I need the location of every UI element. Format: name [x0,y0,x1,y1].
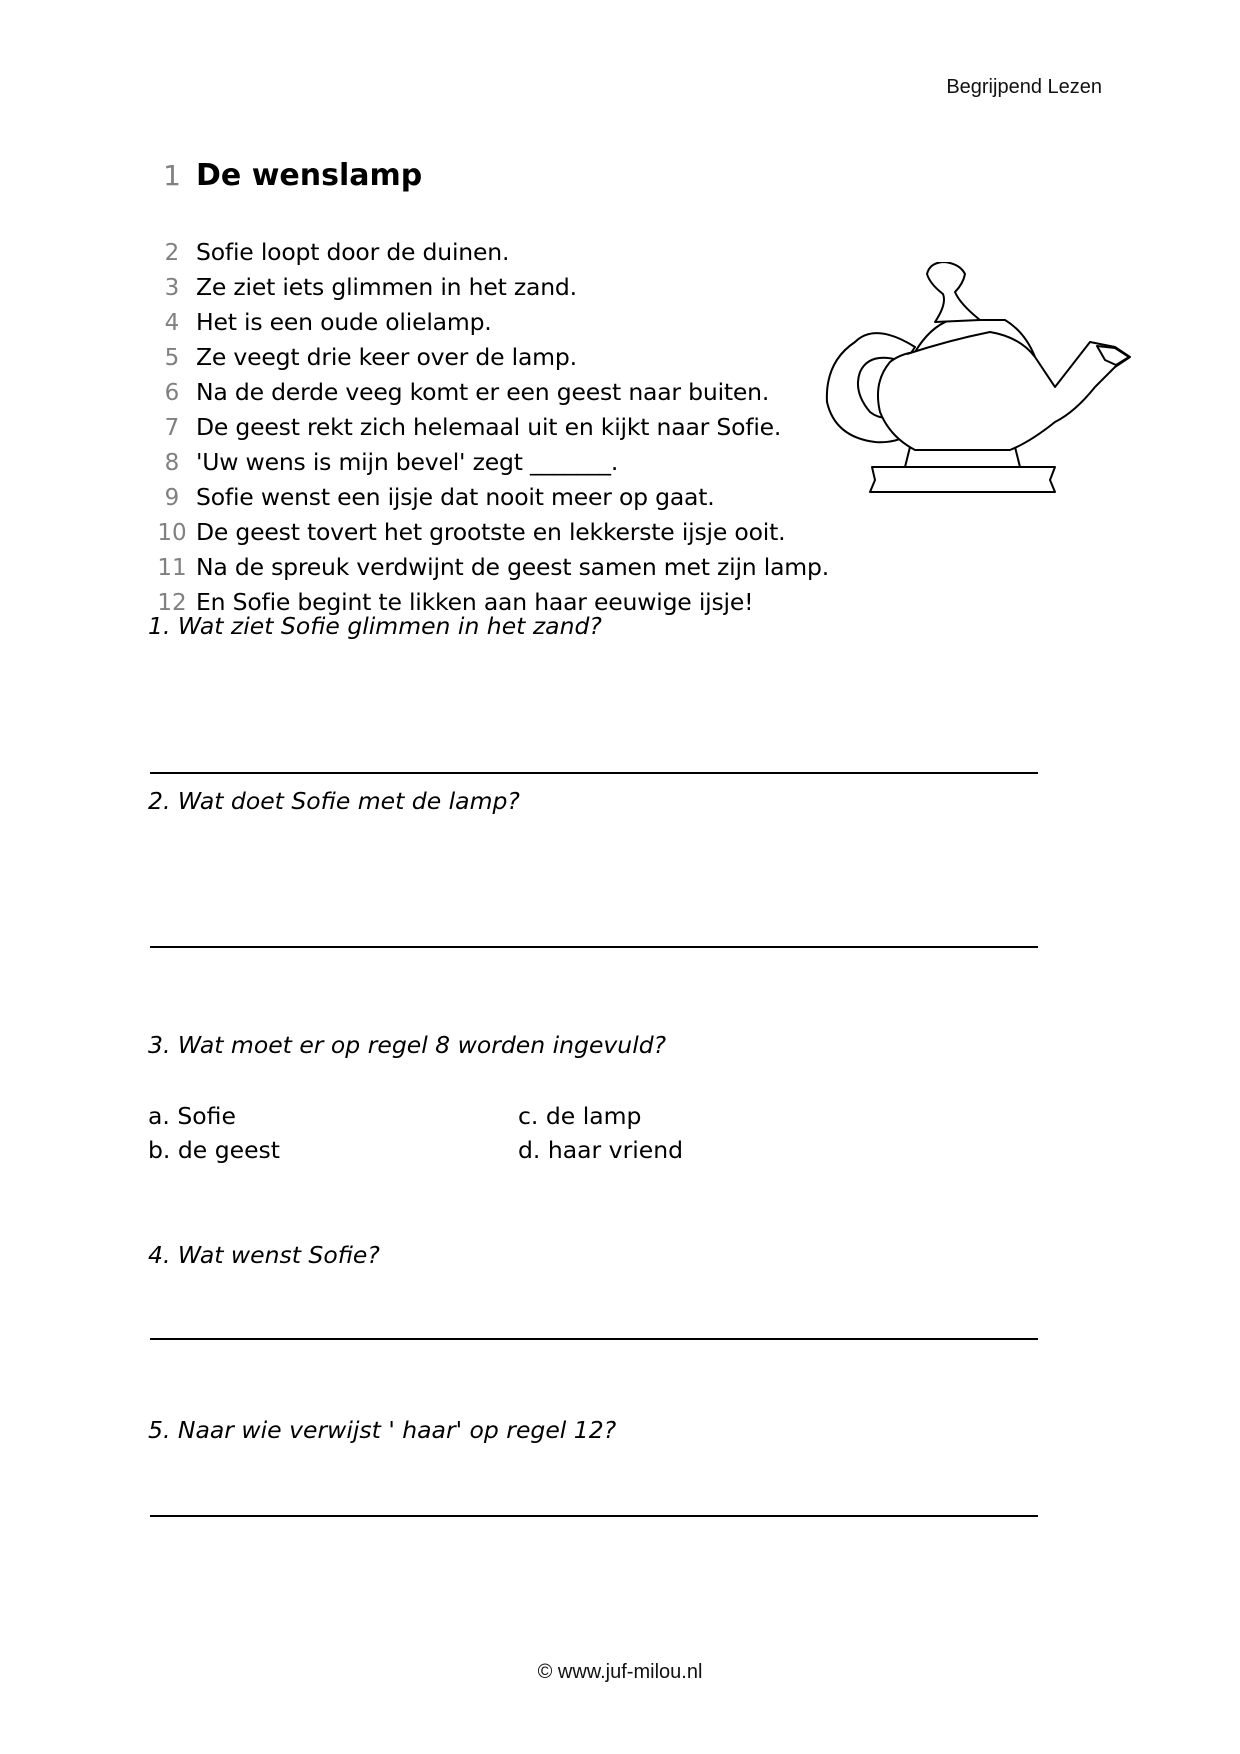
question-4: 4. Wat wenst Sofie? [148,1241,380,1269]
line-number: 6 [164,380,180,406]
line-number: 1 [163,159,181,192]
story-line [148,375,829,410]
question-5: 5. Naar wie verwijst ' haar' op regel 12? [148,1416,617,1444]
story-line-text: Sofie loopt door de duinen. [196,238,510,266]
story-text [148,235,829,620]
story-line [148,480,829,515]
story-line-text: De geest rekt zich helemaal uit en kijkt naar Sofie. [196,413,782,441]
line-number: 5 [164,345,180,371]
line-number: 9 [164,485,180,511]
line-number: 10 [157,520,187,546]
story-line-text: 'Uw wens is mijn bevel' zegt _______. [196,448,619,476]
option-b[interactable]: b. de geest [148,1136,280,1164]
story-line [148,410,829,445]
story-line [148,515,829,550]
story-line [148,270,829,305]
option-a[interactable]: a. Sofie [148,1102,236,1130]
oil-lamp-icon [815,262,1175,514]
line-number: 12 [157,590,187,616]
story-line-text: En Sofie begint te likken aan haar eeuwige ijsje! [196,588,754,616]
line-number: 7 [164,415,180,441]
story-line-text: Na de spreuk verdwijnt de geest samen met zijn lamp. [196,553,829,581]
line-number: 4 [164,310,180,336]
story-title-row [148,158,422,193]
story-line [148,550,829,585]
answer-line-2[interactable] [150,946,1038,948]
story-line [148,340,829,375]
line-number: 11 [157,555,187,581]
question-2: 2. Wat doet Sofie met de lamp? [148,787,520,815]
footer-copyright: © www.juf-milou.nl [537,1661,703,1683]
story-line-text: Het is een oude olielamp. [196,308,492,336]
line-number: 2 [164,240,180,266]
option-c[interactable]: c. de lamp [518,1102,642,1130]
story-line [148,445,829,480]
line-number: 8 [164,450,180,476]
story-line-text: Ze ziet iets glimmen in het zand. [196,273,577,301]
story-line-text: Ze veegt drie keer over de lamp. [196,343,577,371]
line-number: 3 [164,275,180,301]
page-title: De wenslamp [196,158,423,193]
option-d[interactable]: d. haar vriend [518,1136,684,1164]
header-subject: Begrijpend Lezen [946,76,1102,98]
answer-line-5[interactable] [150,1515,1038,1517]
story-line-text: De geest tovert het grootste en lekkerste ijsje ooit. [196,518,786,546]
story-line [148,235,829,270]
story-line-text: Sofie wenst een ijsje dat nooit meer op gaat. [196,483,715,511]
answer-line-4[interactable] [150,1338,1038,1340]
story-line-text: Na de derde veeg komt er een geest naar buiten. [196,378,770,406]
question-1: 1. Wat ziet Sofie glimmen in het zand? [148,612,602,640]
answer-line-1[interactable] [150,772,1038,774]
question-3: 3. Wat moet er op regel 8 worden ingevuld? [148,1031,667,1059]
story-line [148,305,829,340]
